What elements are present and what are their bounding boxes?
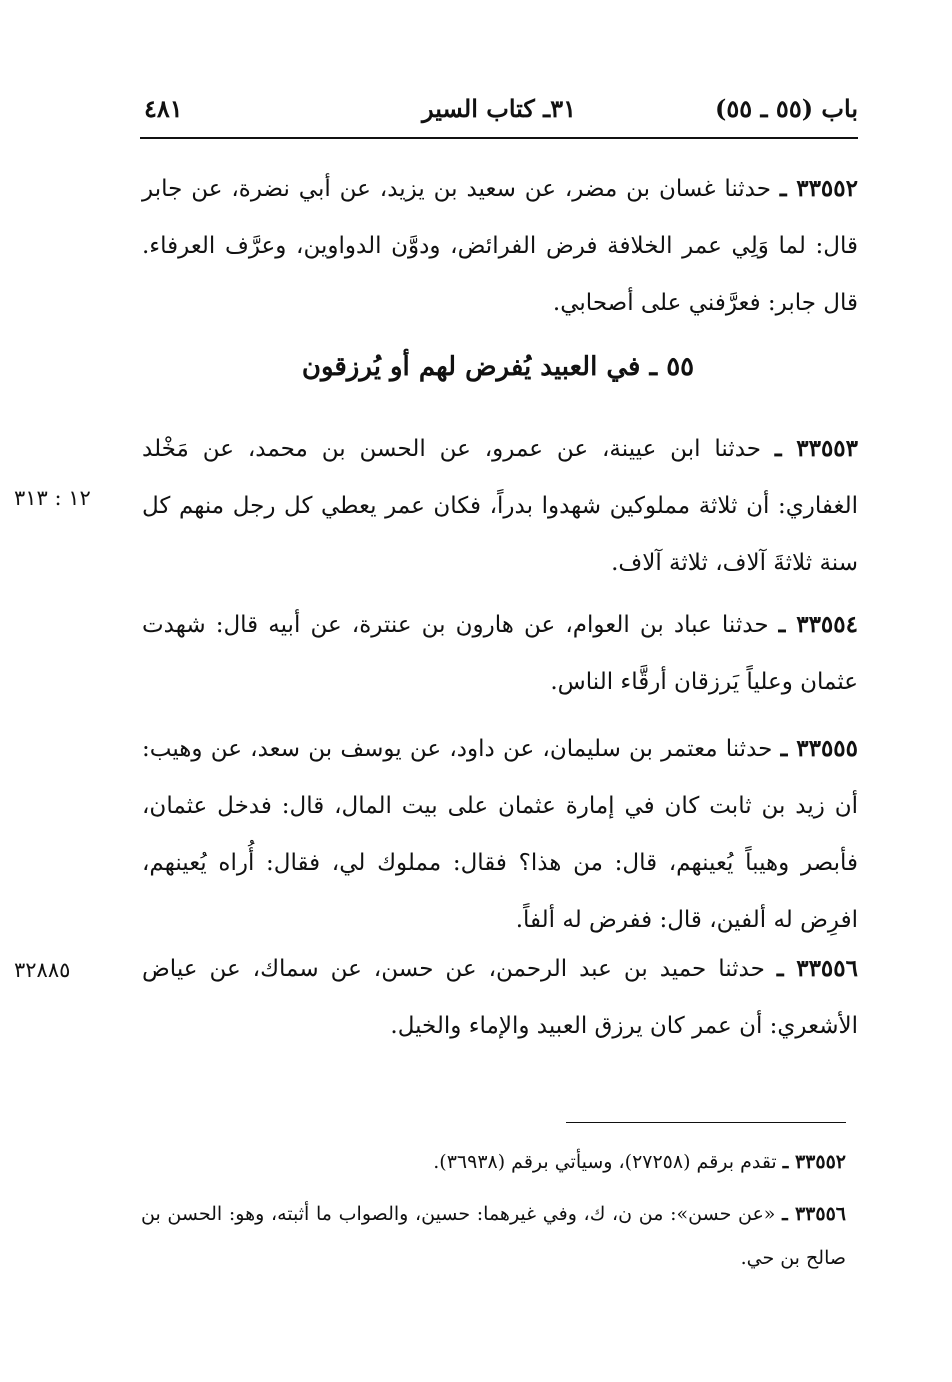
hadith-33554 xyxy=(142,596,858,711)
hadith-33556 xyxy=(142,940,858,1055)
hadith-number: ٣٣٥٥٢ ـ xyxy=(779,175,858,202)
header-divider xyxy=(140,137,858,139)
page-number: ٤٨١ xyxy=(144,94,183,123)
margin-reference: ٣٢٨٨٥ xyxy=(14,958,71,982)
hadith-number: ٣٣٥٥٣ ـ xyxy=(774,435,859,462)
hadith-text: حدثنا حميد بن عبد الرحمن، عن حسن، عن سماك، عن عياض الأشعري: أن عمر كان يرزق العبيد والإماء والخيل. xyxy=(142,956,858,1039)
footnote-text: «عن حسن»: من ن، ك، وفي غيرهما: حسين، والصواب ما أثبته، وهو: الحسن بن صالح بن حي. xyxy=(141,1203,846,1269)
footnote-33556 xyxy=(141,1192,846,1280)
footnote-33552 xyxy=(141,1140,846,1184)
page-header xyxy=(140,86,858,132)
hadith-text: حدثنا عباد بن العوام، عن هارون بن عنترة، عن أبيه قال: شهدت عثمان وعلياً يَرزقان أرقَّاء الناس. xyxy=(142,612,858,695)
margin-reference: ١٢ : ٣١٣ xyxy=(14,486,91,510)
hadith-33555 xyxy=(142,720,858,949)
footnote-number: ٣٣٥٥٢ ـ xyxy=(782,1151,846,1173)
section-heading: ٥٥ ـ في العبيد يُفرض لهم أو يُرزقون xyxy=(301,352,695,382)
hadith-33552 xyxy=(142,160,858,332)
footnote-text: تقدم برقم (٢٧٢٥٨)، وسيأتي برقم (٣٦٩٣٨). xyxy=(433,1151,777,1173)
hadith-33553 xyxy=(142,420,858,592)
hadith-text: حدثنا غسان بن مضر، عن سعيد بن يزيد، عن أبي نضرة، عن جابر قال: لما وَلِي عمر الخلافة فرض الفرائض، ودوَّن الدواوين، وعرَّف العرفاء. قال جابر: فعرَّفني على أصحابي. xyxy=(142,176,858,316)
chapter-section-title: باب (٥٥ ـ ٥٥) xyxy=(715,94,858,123)
footnote-divider xyxy=(566,1122,846,1123)
hadith-number: ٣٣٥٥٥ ـ xyxy=(780,735,859,762)
hadith-text: حدثنا معتمر بن سليمان، عن داود، عن يوسف بن سعد، عن وهيب: أن زيد بن ثابت كان في إمارة عثمان على بيت المال، قال: فدخل عثمان، فأبصر وهيباً يُعينهم، قال: من هذا؟ فقال: مملوك لي، فقال: أُراه يُعينهم، افرِض له ألفين، قال: ففرض له ألفاً. xyxy=(142,736,858,933)
book-title: ٣١ـ كتاب السير xyxy=(422,94,576,123)
hadith-number: ٣٣٥٥٤ ـ xyxy=(778,611,858,638)
hadith-text: حدثنا ابن عيينة، عن عمرو، عن الحسن بن محمد، عن مَخْلد الغفاري: أن ثلاثة مملوكين شهدوا بدراً، فكان عمر يعطي كل رجل منهم كل سنة ثلاثةَ آلاف، ثلاثة آلاف. xyxy=(142,436,858,576)
footnote-number: ٣٣٥٥٦ ـ xyxy=(782,1203,846,1225)
hadith-number: ٣٣٥٥٦ ـ xyxy=(776,955,858,982)
